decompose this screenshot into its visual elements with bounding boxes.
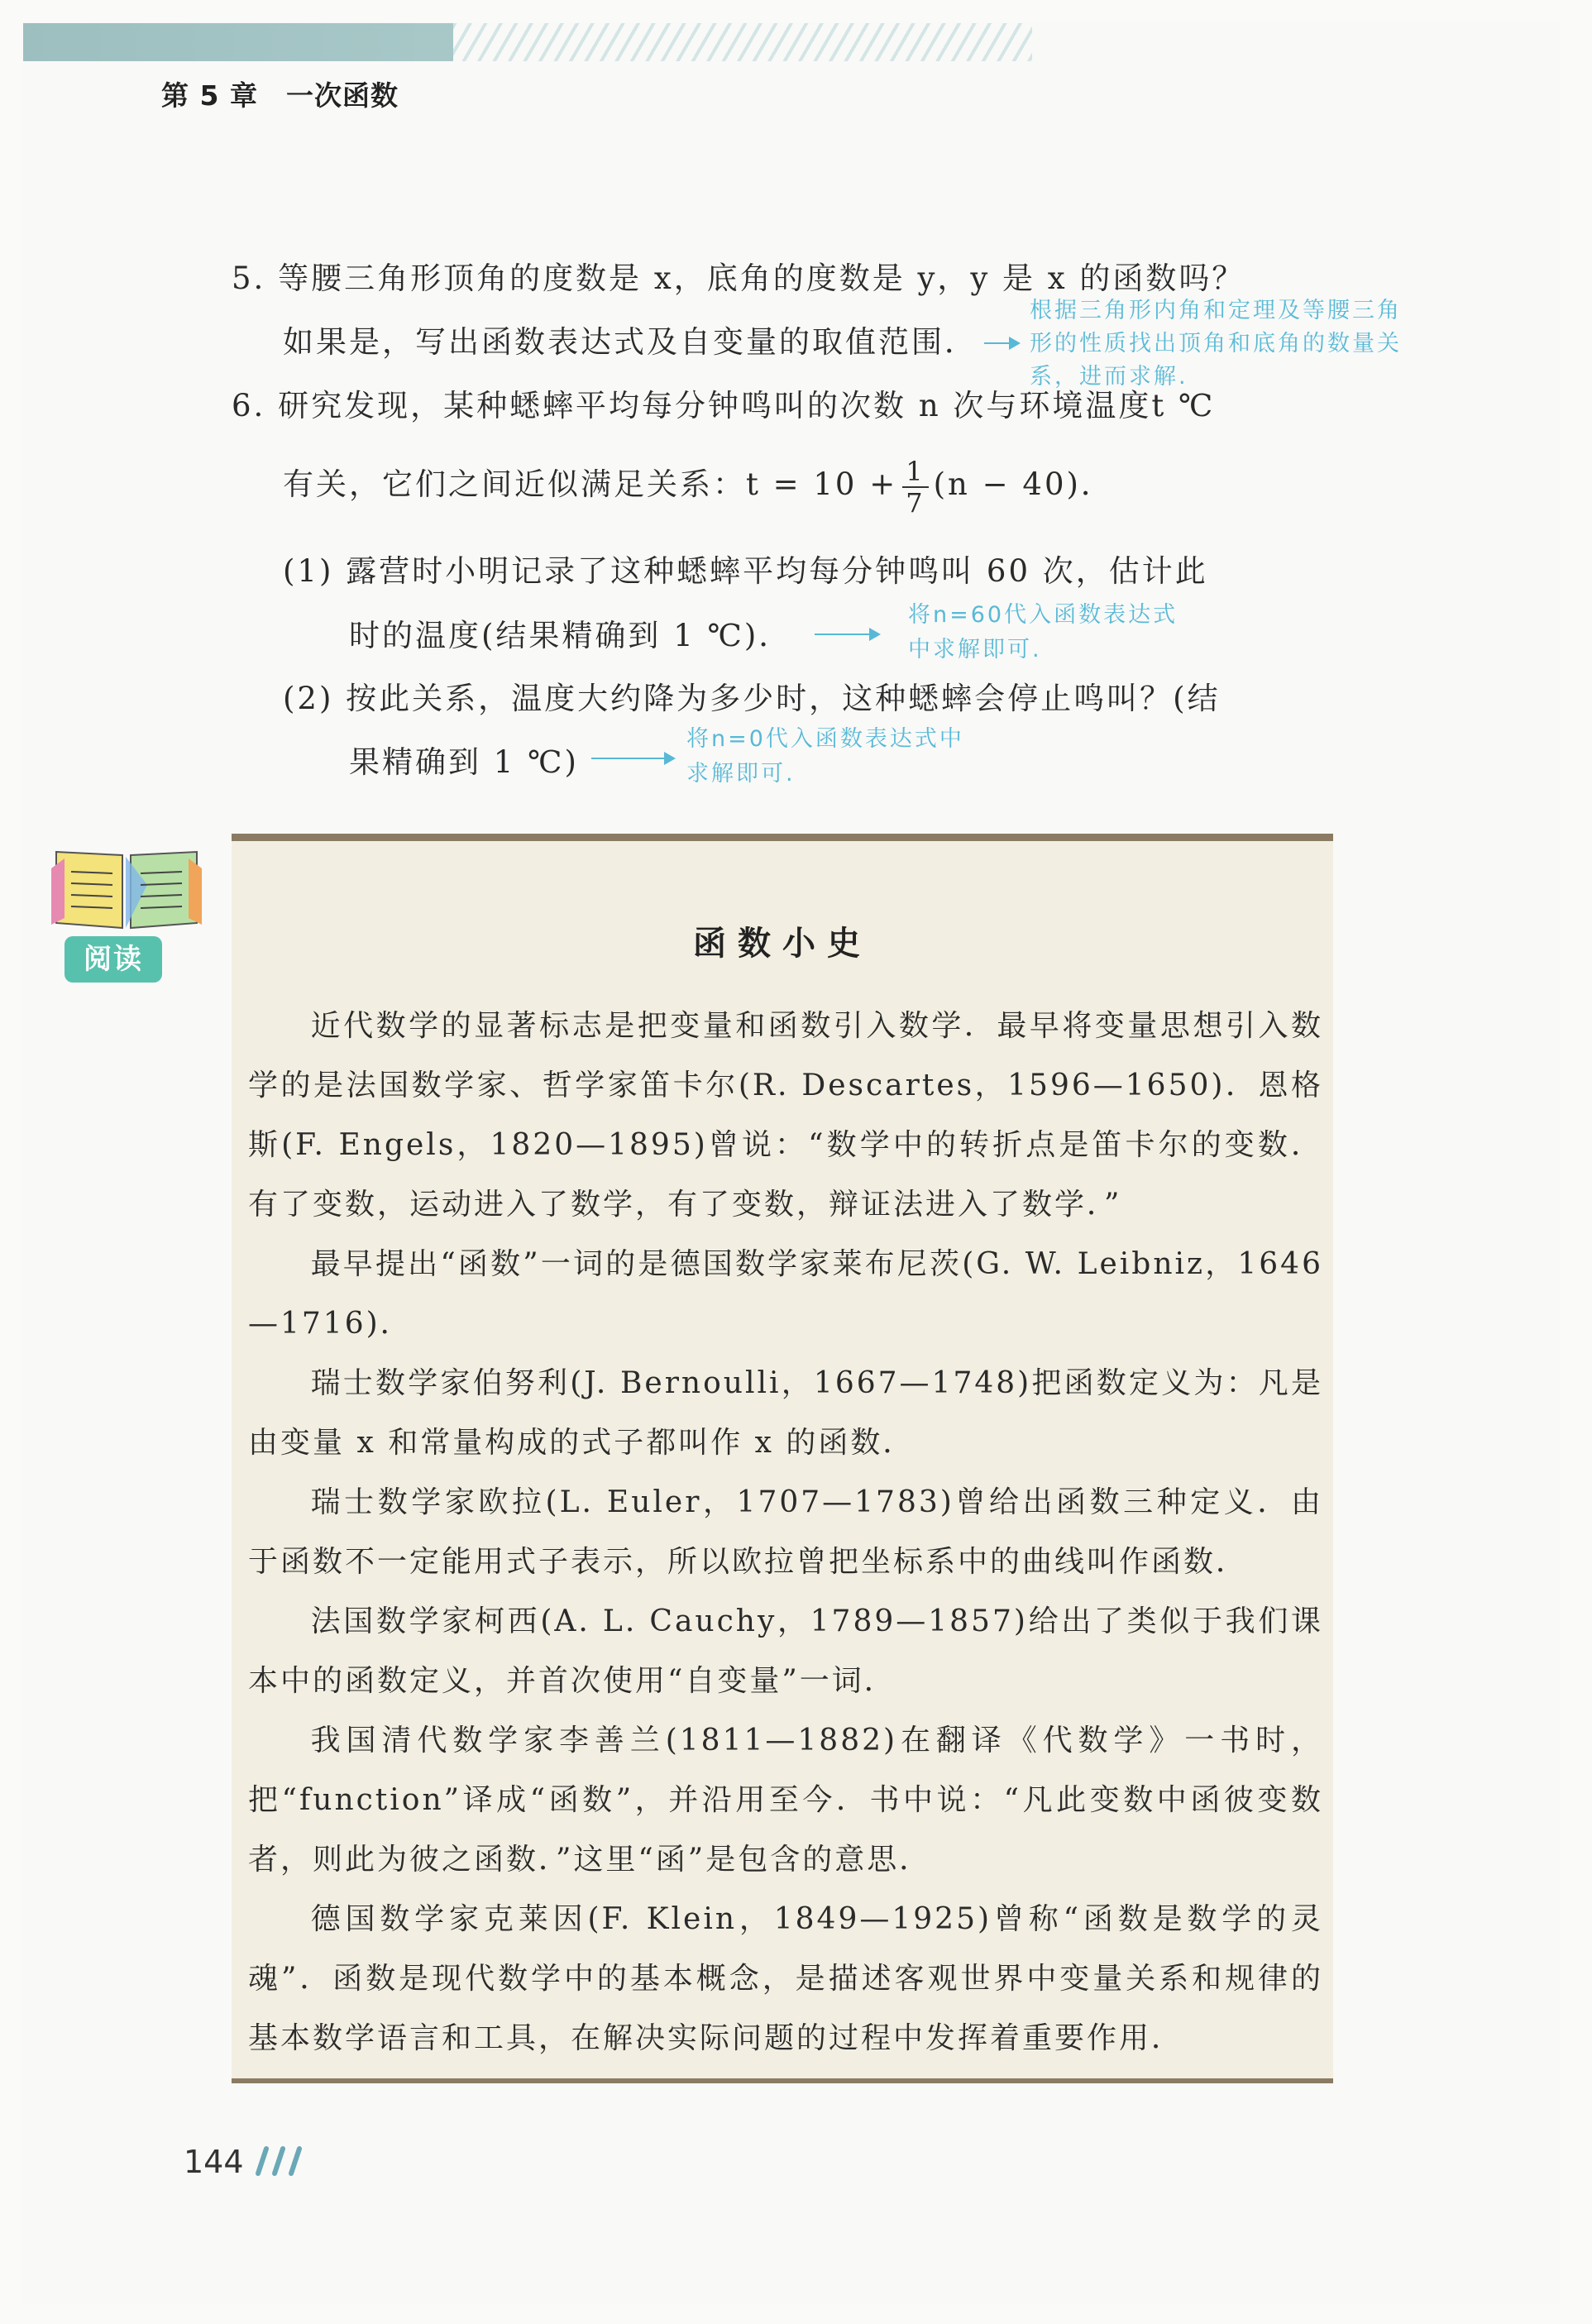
page-slashes-icon: [246, 2144, 313, 2178]
reading-badge: 阅读: [65, 936, 162, 983]
arrow-icon: [591, 758, 674, 759]
problem-6-2-note-line-2: 求解即可.: [686, 761, 796, 787]
arrow-icon: [815, 634, 879, 635]
reading-body: [248, 997, 1323, 2068]
fraction-numerator: 1: [902, 458, 928, 488]
problem-6-2-line-1: (2) 按此关系，温度大约降为多少时，这种蟋蟀会停止鸣叫？(结: [283, 681, 1221, 716]
problem-6-1-note-line-2: 中求解即可.: [908, 637, 1042, 662]
reading-paragraph: 我国清代数学家李善兰(1811—1882)在翻译《代数学》一书时，把“function”译成“函数”，并沿用至今．书中说：“凡此变数中函彼变数者，则此为彼之函数．”这里“函”是包含的意思．: [248, 1724, 1323, 1877]
problem-5-note-line-2: 形的性质找出顶角和底角的数量关: [1030, 331, 1402, 356]
problem-5-note-line-3: 系，进而求解.: [1030, 364, 1188, 390]
problem-5-line-2: 如果是，写出函数表达式及自变量的取值范围．: [283, 324, 978, 360]
formula-suffix: (n − 40)．: [933, 466, 1114, 502]
problem-6-1-line-1: (1) 露营时小明记录了这种蟋蟀平均每分钟鸣叫 60 次，估计此: [283, 553, 1208, 589]
open-book-icon: [48, 835, 205, 935]
formula-prefix: 有关，它们之间近似满足关系：t = 10 +: [283, 466, 898, 502]
problem-5-note-line-1: 根据三角形内角和定理及等腰三角: [1030, 298, 1402, 323]
reading-paragraph: 法国数学家柯西(A. L. Cauchy，1789—1857)给出了类似于我们课本中的函数定义，并首次使用“自变量”一词．: [248, 1604, 1323, 1698]
reading-paragraph: 瑞士数学家欧拉(L. Euler，1707—1783)曾给出函数三种定义．由于函数不一定能用式子表示，所以欧拉曾把坐标系中的曲线叫作函数．: [248, 1485, 1323, 1579]
fraction-denominator: 7: [906, 486, 925, 519]
problem-6-2-note-line-1: 将n=0代入函数表达式中: [686, 726, 964, 752]
problem-6-line-1: 6. 研究发现，某种蟋蟀平均每分钟鸣叫的次数 n 次与环境温度t ℃: [232, 388, 1216, 423]
chapter-title: 第 5 章 一次函数: [161, 79, 399, 112]
reading-paragraph: 德国数学家克莱因(F. Klein，1849—1925)曾称“函数是数学的灵魂”．函数是现代数学中的基本概念，是描述客观世界中变量关系和规律的基本数学语言和工具，在解决实际问题的过程中发挥着重要作用．: [248, 1902, 1323, 2055]
problem-6-1-note-line-1: 将n=60代入函数表达式: [908, 602, 1178, 628]
problem-5-line-1: 5. 等腰三角形顶角的度数是 x，底角的度数是 y，y 是 x 的函数吗？: [232, 261, 1245, 296]
problem-6-1-line-2: 时的温度(结果精确到 1 ℃)．: [349, 618, 792, 653]
reading-paragraph: 近代数学的显著标志是把变量和函数引入数学．最早将变量思想引入数学的是法国数学家、哲学家笛卡尔(R. Descartes，1596—1650)．恩格斯(F. Engels，1820—1895)曾说：“数学中的转折点是笛卡尔的变数．有了变数，运动进入了数学，有了变数，辩证法进入了数学．”: [248, 1009, 1323, 1222]
problem-6-2-line-2: 果精确到 1 ℃): [349, 744, 579, 780]
reading-paragraph: 瑞士数学家伯努利(J. Bernoulli，1667—1748)把函数定义为：凡是由变量 x 和常量构成的式子都叫作 x 的函数．: [248, 1366, 1323, 1460]
header-stripes: [453, 23, 1032, 61]
problem-6-formula: [283, 453, 1114, 519]
reading-box: [232, 834, 1333, 2083]
arrow-icon: [984, 342, 1019, 344]
reading-paragraph: 最早提出“函数”一词的是德国数学家莱布尼茨(G. W. Leibniz，1646—1716)．: [248, 1247, 1323, 1341]
fraction: [902, 455, 928, 519]
header-band: [23, 23, 453, 61]
page-number: 144: [184, 2144, 244, 2180]
reading-title: 函数小史: [693, 925, 872, 963]
